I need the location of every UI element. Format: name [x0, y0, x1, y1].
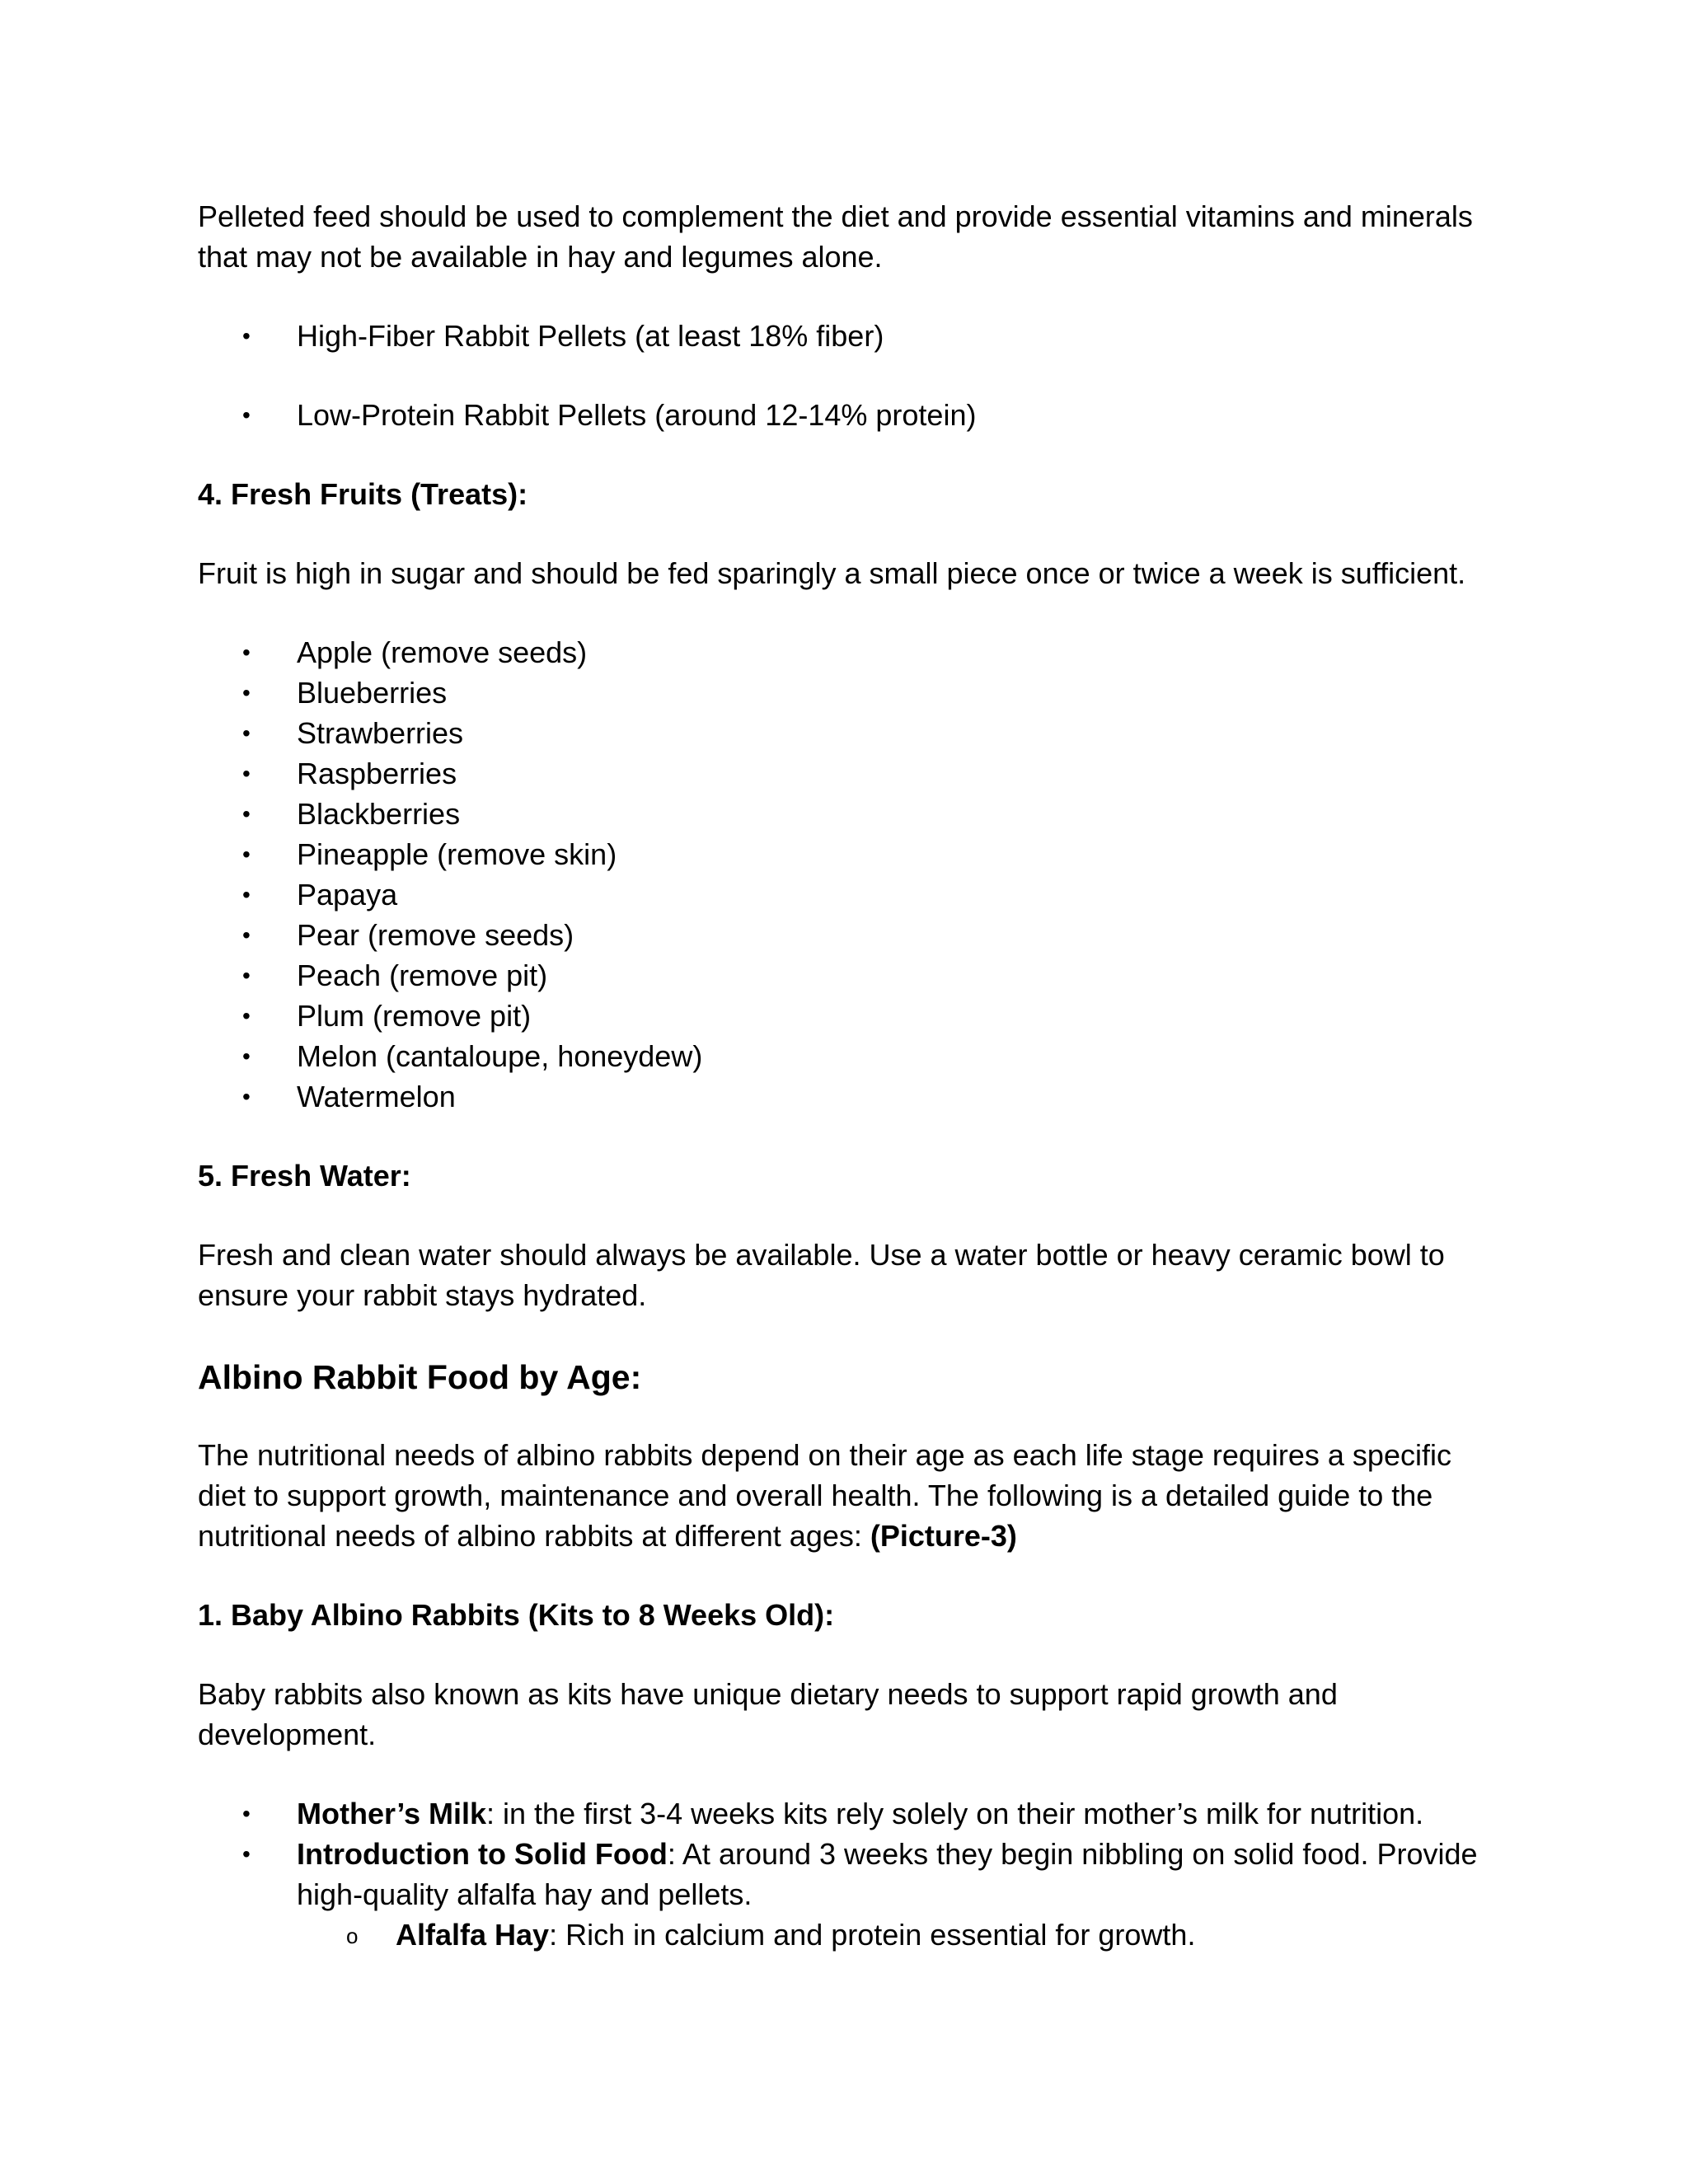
by-age-paragraph: The nutritional needs of albino rabbits depend on their age as each life stage requires a specific diet to support growth, maintenance and overall health. The following is a detailed guide to the nutritional needs of albino rabbits at different ages: (Picture-3) [198, 1438, 1451, 1553]
bullet-icon: • [242, 402, 251, 428]
list-item: • Melon (cantaloupe, honeydew) [198, 1036, 1500, 1076]
bullet-icon: • [242, 882, 251, 907]
picture-reference: (Picture-3) [870, 1519, 1017, 1553]
list-item: • Papaya [198, 874, 1500, 915]
bullet-icon: • [242, 323, 251, 349]
bullet-icon: • [242, 1043, 251, 1069]
fruit-list [198, 632, 1500, 1117]
list-item: • Pear (remove seeds) [198, 915, 1500, 955]
bullet-icon: • [242, 720, 251, 746]
item-text: : At around 3 weeks they begin nibbling on solid food. Provide high-quality alfalfa hay and pellets. [297, 1837, 1478, 1911]
list-item: • Blackberries [198, 794, 1500, 834]
bullet-icon: • [242, 841, 251, 867]
circle-bullet-icon: o [346, 1924, 359, 1948]
list-item [198, 1915, 1500, 1955]
pellet-list [198, 316, 1500, 435]
bullet-icon: • [242, 963, 251, 988]
bullet-icon: • [242, 680, 251, 705]
item-term: Introduction to Solid Food [297, 1837, 668, 1871]
list-item: • Apple (remove seeds) [198, 632, 1500, 673]
fruits-heading: 4. Fresh Fruits (Treats): [198, 477, 528, 511]
list-item [198, 1793, 1500, 1834]
water-paragraph: Fresh and clean water should always be available. Use a water bottle or heavy ceramic bowl to ensure your rabbit stays hydrated. [198, 1238, 1445, 1312]
section-title: Albino Rabbit Food by Age: [198, 1358, 642, 1396]
item-term: Mother’s Milk [297, 1797, 487, 1830]
intro-paragraph: Pelleted feed should be used to complement the diet and provide essential vitamins and minerals that may not be available in hay and legumes alone. [198, 199, 1473, 274]
list-item: • Watermelon [198, 1076, 1500, 1117]
list-item: • Pineapple (remove skin) [198, 834, 1500, 874]
baby-list [198, 1793, 1500, 1915]
list-item: • Strawberries [198, 713, 1500, 753]
bullet-icon: • [242, 1841, 251, 1867]
fruits-paragraph: Fruit is high in sugar and should be fed sparingly a small piece once or twice a week is sufficient. [198, 556, 1466, 590]
baby-sub-list [198, 1915, 1500, 1955]
bullet-icon: • [242, 640, 251, 665]
bullet-icon: • [242, 1003, 251, 1029]
list-item [198, 1834, 1500, 1915]
baby-paragraph: Baby rabbits also known as kits have unique dietary needs to support rapid growth and development. [198, 1677, 1338, 1751]
document-body [198, 196, 1500, 1955]
item-text: : Rich in calcium and protein essential for growth. [549, 1918, 1196, 1952]
baby-heading: 1. Baby Albino Rabbits (Kits to 8 Weeks Old): [198, 1598, 835, 1632]
bullet-icon: • [242, 761, 251, 786]
list-item: • Raspberries [198, 753, 1500, 794]
bullet-icon: • [242, 801, 251, 827]
bullet-icon: • [242, 1801, 251, 1826]
water-heading: 5. Fresh Water: [198, 1159, 411, 1193]
item-text: : in the first 3-4 weeks kits rely solely on their mother’s milk for nutrition. [486, 1797, 1424, 1830]
list-item: • Low-Protein Rabbit Pellets (around 12-14% protein) [198, 395, 1500, 435]
list-item: • Blueberries [198, 673, 1500, 713]
list-item: • High-Fiber Rabbit Pellets (at least 18% fiber) [198, 316, 1500, 356]
list-item: • Peach (remove pit) [198, 955, 1500, 996]
bullet-icon: • [242, 922, 251, 948]
list-item: • Plum (remove pit) [198, 996, 1500, 1036]
item-term: Alfalfa Hay [396, 1918, 550, 1952]
bullet-icon: • [242, 1084, 251, 1109]
